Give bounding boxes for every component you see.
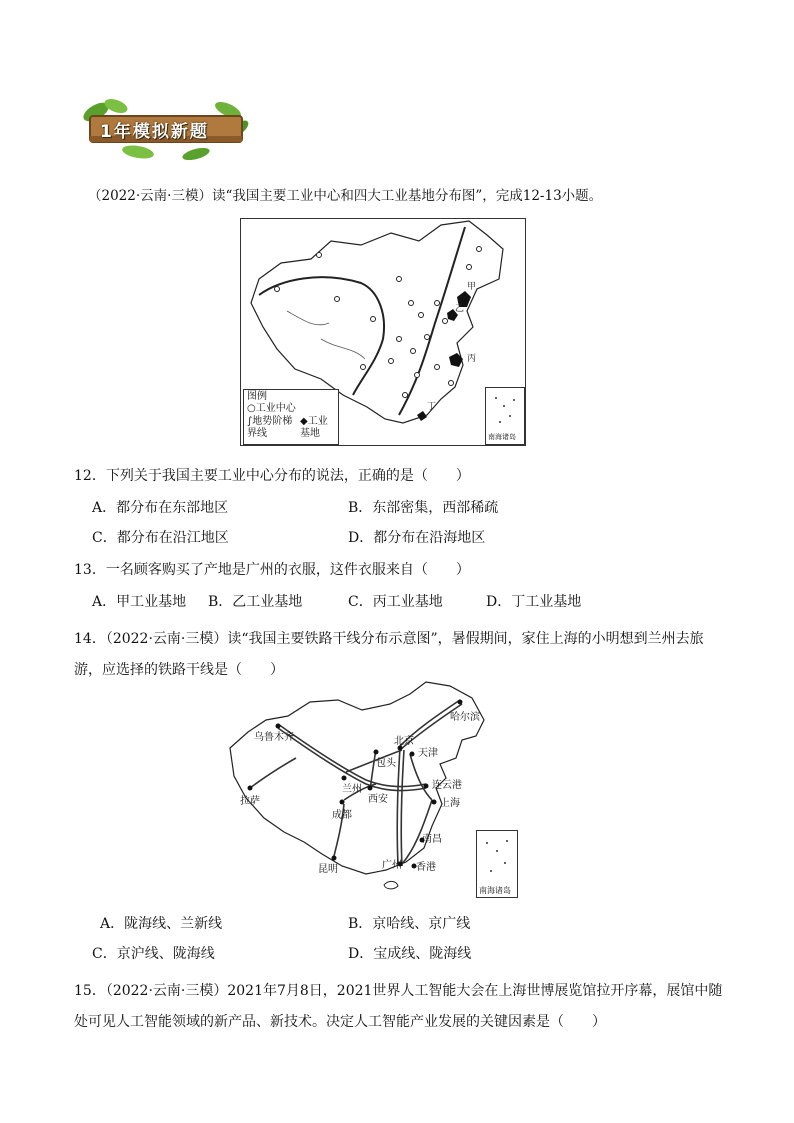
question-14: 14．（2022·云南·三模）读“我国主要铁路干线分布示意图”，暑假期间，家住上海的小明想到兰州去旅游，应选择的铁路干线是（ ） [74, 631, 704, 678]
city-lhasa: 拉萨 [240, 796, 260, 807]
q12-option-b[interactable]: B．东部密集，西部稀疏 [348, 500, 499, 516]
q14-option-a[interactable]: A．陇海线、兰新线 [100, 916, 223, 932]
city-tianjin: 天津 [418, 748, 438, 759]
section-banner [78, 98, 250, 160]
city-guangzhou: 广州 [382, 860, 402, 871]
islands-icon [486, 388, 524, 434]
railway-map [226, 680, 520, 898]
legend-box [243, 389, 339, 445]
inset-label: 南海诸岛 [488, 433, 516, 441]
industry-map [240, 218, 526, 446]
intro-text: （2022·云南·三模）读“我国主要工业中心和四大工业基地分布图”，完成12-13小题。 [88, 188, 603, 204]
curve-line-icon: ∫ [247, 416, 253, 427]
q13-option-b[interactable]: B．乙工业基地 [208, 594, 303, 610]
question-12: 12．下列关于我国主要工业中心分布的说法，正确的是（ ） [74, 468, 470, 484]
city-nanchang: 南昌 [422, 834, 442, 845]
question-15: 15．（2022·云南·三模）2021年7月8日，2021世界人工智能大会在上海世博展览馆拉开序幕，展馆中随处可见人工智能领域的新产品、新技术。决定人工智能产业发展的关键因素是（ ） [74, 983, 723, 1030]
city-beijing: 北京 [394, 736, 414, 747]
city-hongkong: 香港 [416, 862, 436, 873]
circle-icon: ○ [247, 403, 256, 414]
city-urumqi: 乌鲁木齐 [254, 732, 294, 743]
q12-option-d[interactable]: D．都分布在沿海地区 [348, 530, 486, 546]
q14-option-d[interactable]: D．宝成线、陇海线 [348, 946, 472, 962]
city-xian: 西安 [368, 794, 388, 805]
inset-map [485, 387, 525, 445]
q13-option-a[interactable]: A．甲工业基地 [92, 594, 187, 610]
city-lianyungang: 连云港 [432, 780, 462, 791]
svg-text:丙: 丙 [467, 354, 477, 364]
banner-title: 1年模拟新题 [100, 122, 209, 142]
q13-option-d[interactable]: D．丁工业基地 [486, 594, 582, 610]
q12-option-c[interactable]: C．都分布在沿江地区 [92, 530, 229, 546]
inset-label-2: 南海诸岛 [479, 886, 511, 895]
q14-option-c[interactable]: C．京沪线、陇海线 [92, 946, 215, 962]
question-13: 13．一名顾客购买了产地是广州的衣服，这件衣服来自（ ） [74, 562, 470, 578]
legend-industry-base: ◆工业基地 [300, 416, 328, 439]
legend-industry-center: ○工业中心 [247, 403, 296, 414]
q13-option-c[interactable]: C．丙工业基地 [348, 594, 443, 610]
q12-option-a[interactable]: A．都分布在东部地区 [92, 500, 229, 516]
step-boundary-1 [259, 277, 384, 395]
legend-step-boundary: ∫地势阶梯界线 [247, 416, 293, 439]
city-baotou: 包头 [376, 758, 396, 769]
q14-option-b[interactable]: B．京哈线、京广线 [348, 916, 471, 932]
svg-text:乙: 乙 [455, 304, 465, 314]
city-lanzhou: 兰州 [342, 784, 362, 795]
svg-text:丁: 丁 [427, 402, 437, 412]
islands-icon [477, 831, 517, 885]
city-kunming: 昆明 [318, 864, 338, 875]
city-shanghai: 上海 [440, 798, 460, 809]
svg-text:甲: 甲 [467, 282, 477, 292]
legend-title: 图例 [247, 391, 267, 402]
base-shape-icon: ◆ [300, 416, 308, 427]
inset-map-2 [476, 830, 518, 898]
city-harbin: 哈尔滨 [450, 712, 480, 723]
city-chengdu: 成都 [332, 810, 352, 821]
